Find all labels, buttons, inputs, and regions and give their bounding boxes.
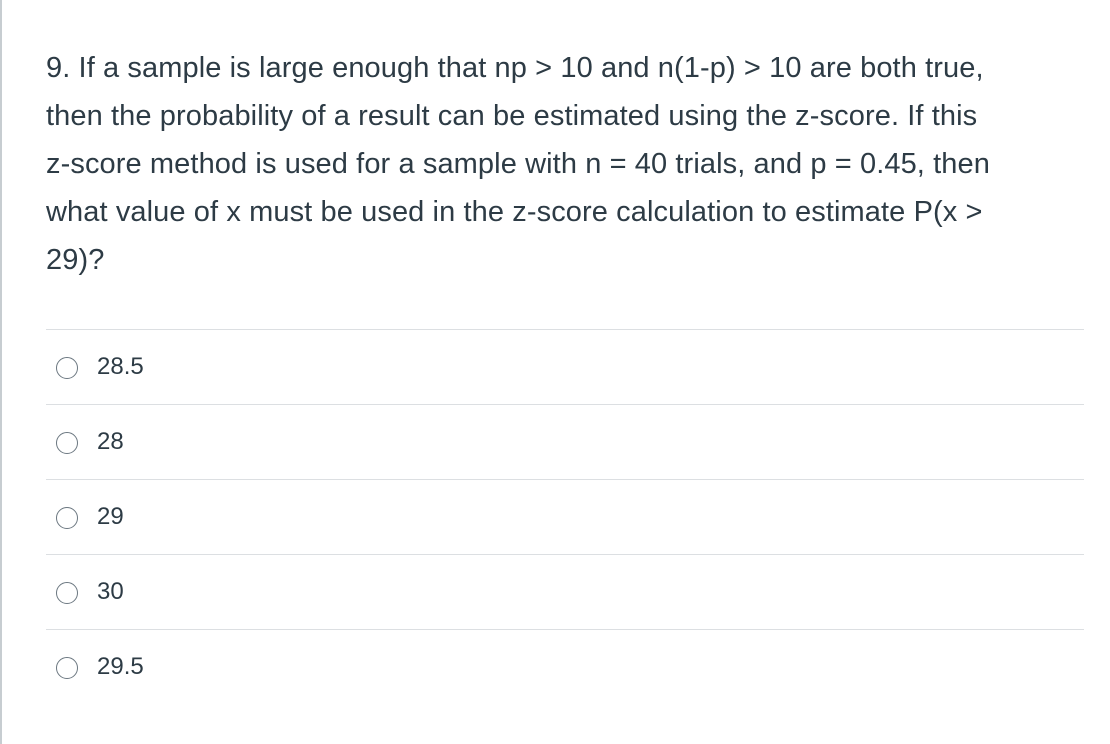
radio-button[interactable]	[56, 432, 78, 454]
answer-option[interactable]	[46, 329, 1084, 404]
question-line: what value of x must be used in the z-score calculation to estimate P(x >	[46, 196, 983, 228]
answer-option[interactable]	[46, 629, 1084, 704]
radio-button[interactable]	[56, 657, 78, 679]
answer-label[interactable]: 29	[97, 503, 124, 530]
question-line: 9. If a sample is large enough that np > 10 and n(1-p) > 10 are both true,	[46, 52, 984, 84]
question-line: 29)?	[46, 244, 105, 276]
radio-button[interactable]	[56, 357, 78, 379]
answer-list	[46, 329, 1084, 704]
answer-label[interactable]: 30	[97, 578, 124, 605]
answer-label[interactable]: 29.5	[97, 653, 144, 680]
question-line: then the probability of a result can be estimated using the z-score. If this	[46, 100, 978, 132]
radio-button[interactable]	[56, 507, 78, 529]
answer-option[interactable]	[46, 404, 1084, 479]
answer-option[interactable]	[46, 554, 1084, 629]
answer-option[interactable]	[46, 479, 1084, 554]
radio-button[interactable]	[56, 582, 78, 604]
answer-label[interactable]: 28.5	[97, 353, 144, 380]
question-line: z-score method is used for a sample with n = 40 trials, and p = 0.45, then	[46, 148, 990, 180]
question-text	[46, 44, 1076, 284]
answer-label[interactable]: 28	[97, 428, 124, 455]
